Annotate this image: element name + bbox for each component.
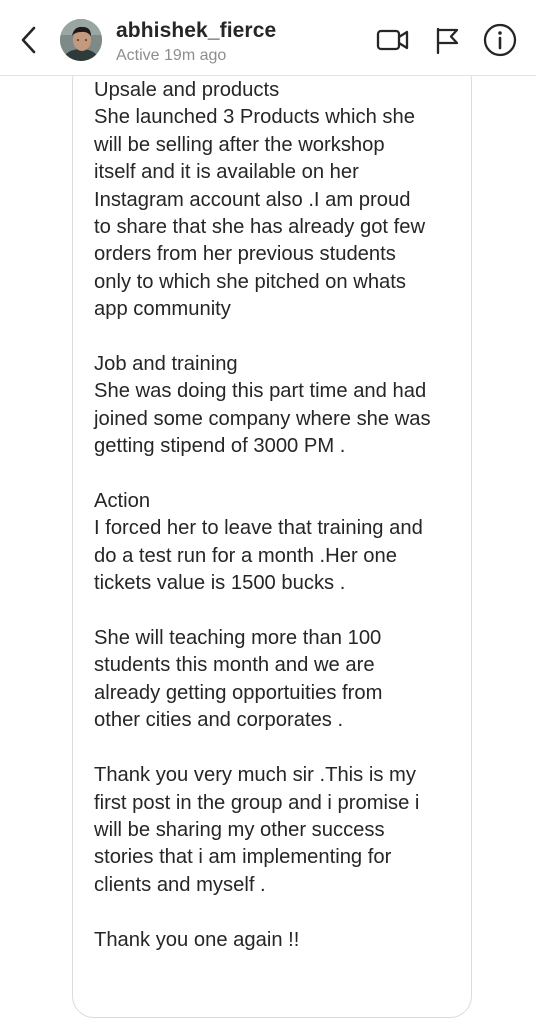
flag-icon <box>431 24 465 56</box>
chat-header <box>0 0 536 76</box>
chevron-left-icon <box>14 22 46 58</box>
message-line: I forced her to leave that training and <box>94 517 423 540</box>
message-line: tickets value is 1500 bucks . <box>94 572 346 595</box>
message-line: itself and it is available on her <box>94 161 359 184</box>
message-line: joined some company where she was <box>94 407 431 430</box>
message-line: only to which she pitched on whats <box>94 270 406 293</box>
active-status: Active 19m ago <box>116 47 227 64</box>
message-line: do a test run for a month .Her one <box>94 544 397 567</box>
message-line: clients and myself . <box>94 873 266 896</box>
message-line: Instagram account also .I am proud <box>94 188 411 211</box>
info-button[interactable] <box>482 22 518 58</box>
message-line: She launched 3 Products which she <box>94 106 415 129</box>
message-line: already getting opportuities from <box>94 681 383 704</box>
username[interactable]: abhishek_fierce <box>116 19 277 42</box>
message-line: getting stipend of 3000 PM . <box>94 435 346 458</box>
message-line: Upsale and products <box>94 79 280 101</box>
message-line: will be selling after the workshop <box>94 133 385 156</box>
paragraph-gap <box>94 598 466 625</box>
message-line: to share that she has already got few <box>94 216 426 239</box>
message-line: students this month and we are <box>94 654 375 677</box>
message-text <box>94 77 466 954</box>
paragraph-gap <box>94 735 466 762</box>
message-line: Thank you very much sir .This is my <box>94 764 416 787</box>
paragraph-gap <box>94 899 466 926</box>
message-line: will be sharing my other success <box>94 818 385 841</box>
report-button[interactable] <box>431 24 465 56</box>
message-line: Thank you one again !! <box>94 928 300 951</box>
message-line: other cities and corporates . <box>94 709 344 732</box>
message-line: orders from her previous students <box>94 243 396 266</box>
info-icon <box>482 22 518 58</box>
message-line: app community <box>94 298 231 321</box>
message-line: stories that i am implementing for <box>94 846 392 869</box>
video-call-icon <box>376 24 410 56</box>
message-line: She was doing this part time and had <box>94 380 427 403</box>
message-line: first post in the group and i promise i <box>94 791 420 814</box>
avatar[interactable] <box>60 19 102 61</box>
message-line: Action <box>94 490 151 513</box>
paragraph-gap <box>94 461 466 488</box>
paragraph-gap <box>94 324 466 351</box>
back-button[interactable] <box>14 22 46 58</box>
message-line: She will teaching more than 100 <box>94 627 382 650</box>
message-line: Job and training <box>94 353 238 376</box>
profile-photo <box>60 19 102 61</box>
video-call-button[interactable] <box>376 24 410 56</box>
